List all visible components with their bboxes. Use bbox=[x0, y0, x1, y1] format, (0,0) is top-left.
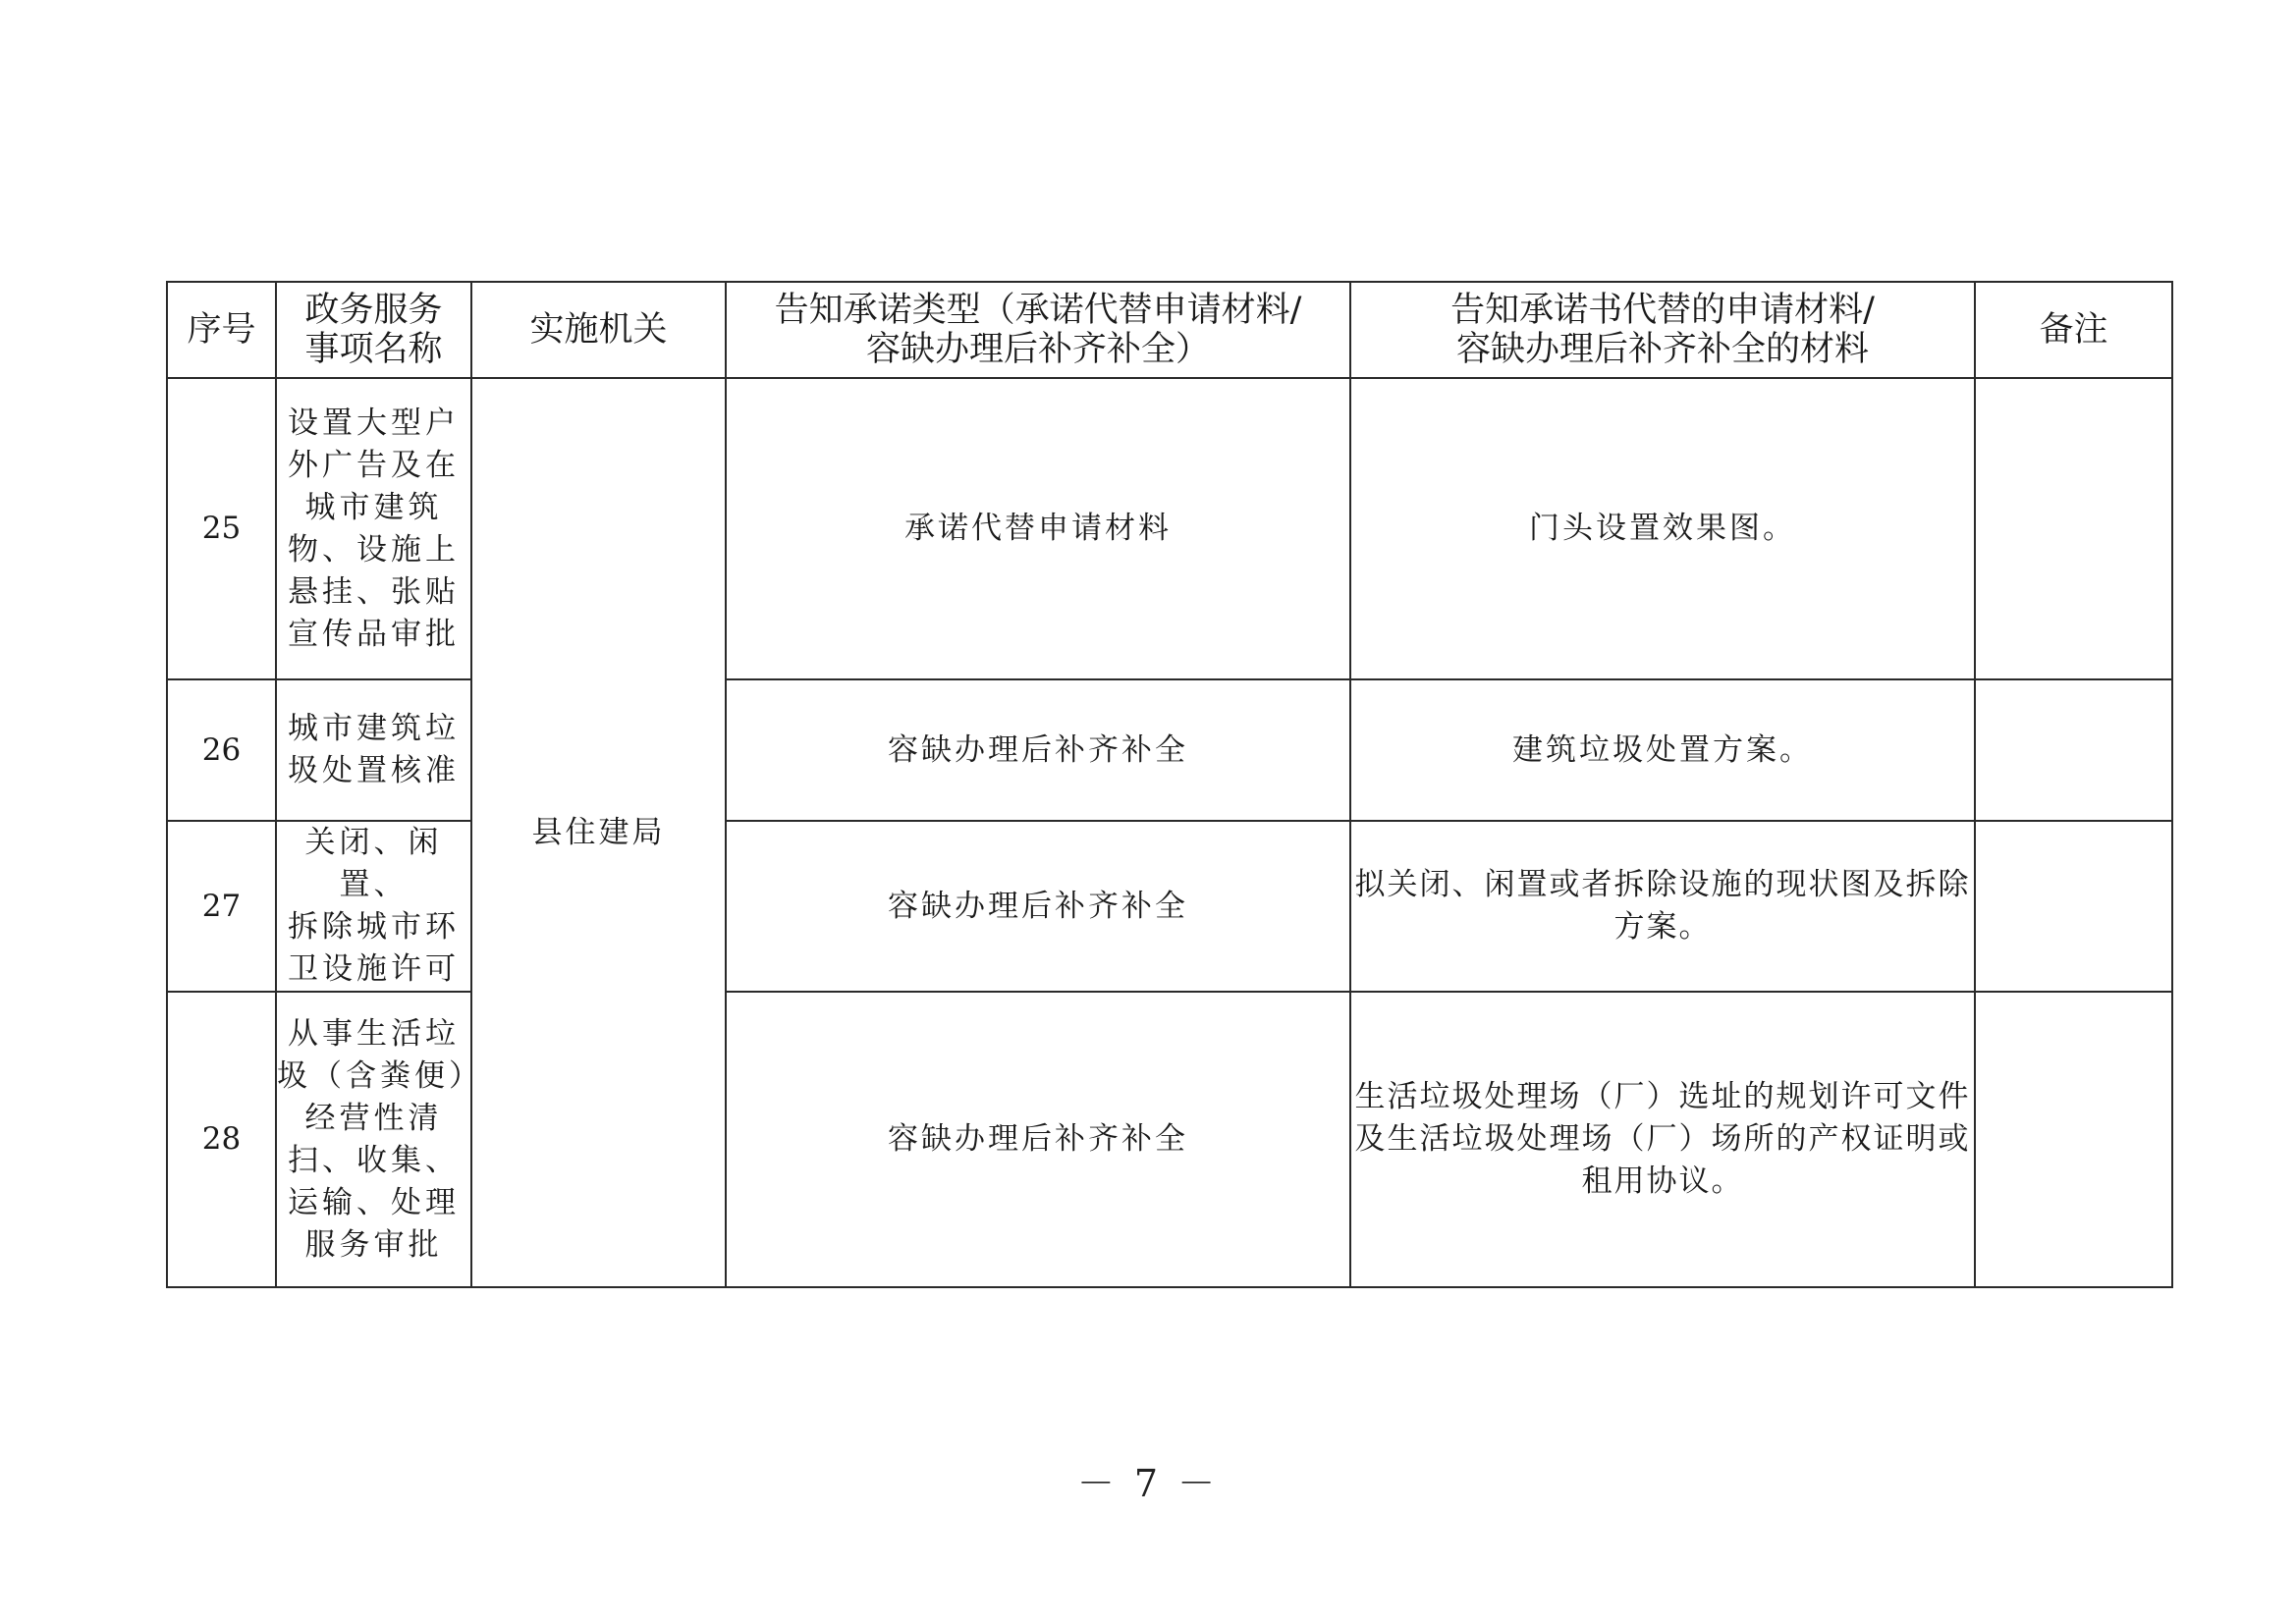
row-remarks bbox=[1975, 992, 2172, 1287]
item-name-line: 拆除城市环 bbox=[288, 909, 460, 945]
row-remarks bbox=[1975, 378, 2172, 679]
header-serial: 序号 bbox=[167, 282, 276, 378]
row-serial: 26 bbox=[167, 679, 276, 821]
header-commitment-type-line-2: 容缺办理后补齐补全） bbox=[865, 330, 1210, 369]
item-name-line: 外广告及在 bbox=[288, 447, 460, 483]
agency-cell: 县住建局 bbox=[471, 378, 726, 1287]
item-name-line: 关闭、闲置、 bbox=[304, 825, 443, 902]
header-agency: 实施机关 bbox=[471, 282, 726, 378]
header-item-name-line-1: 政务服务 bbox=[304, 291, 443, 330]
item-name-line: 经营性清 bbox=[304, 1100, 443, 1136]
item-name-line: 设置大型户 bbox=[288, 405, 460, 441]
header-materials-line-1: 告知承诺书代替的申请材料/ bbox=[1450, 291, 1875, 330]
item-name-line: 宣传品审批 bbox=[288, 616, 460, 652]
row-serial: 25 bbox=[167, 378, 276, 679]
row-materials: 生活垃圾处理场（厂）选址的规划许可文件及生活垃圾处理场（厂）场所的产权证明或租用协议。 bbox=[1350, 992, 1975, 1287]
header-remarks: 备注 bbox=[1975, 282, 2172, 378]
header-item-name-line-2: 事项名称 bbox=[304, 330, 443, 369]
header-commitment-type bbox=[726, 282, 1350, 378]
item-name-line: 卫设施许可 bbox=[288, 951, 460, 987]
item-name-line: 扫、收集、 bbox=[288, 1142, 460, 1178]
item-name-line: 物、设施上 bbox=[288, 531, 460, 568]
header-item-name bbox=[276, 282, 471, 378]
item-name-line: 悬挂、张贴 bbox=[288, 573, 460, 610]
row-commitment-type: 容缺办理后补齐补全 bbox=[726, 821, 1350, 992]
item-name-line: 运输、处理 bbox=[288, 1184, 460, 1220]
row-serial: 27 bbox=[167, 821, 276, 992]
row-commitment-type: 承诺代替申请材料 bbox=[726, 378, 1350, 679]
row-commitment-type: 容缺办理后补齐补全 bbox=[726, 679, 1350, 821]
commitment-matters-table bbox=[166, 281, 2173, 1288]
item-name-line: 服务审批 bbox=[304, 1226, 443, 1263]
table-row bbox=[167, 821, 2172, 992]
row-item-name bbox=[276, 821, 471, 992]
row-materials: 拟关闭、闲置或者拆除设施的现状图及拆除方案。 bbox=[1350, 821, 1975, 992]
item-name-line: 城市建筑垃 bbox=[288, 711, 460, 746]
row-remarks bbox=[1975, 821, 2172, 992]
row-item-name bbox=[276, 679, 471, 821]
item-name-line: 从事生活垃 bbox=[288, 1015, 460, 1052]
row-serial: 28 bbox=[167, 992, 276, 1287]
row-item-name bbox=[276, 992, 483, 1287]
table-row bbox=[167, 378, 2172, 679]
header-materials-line-2: 容缺办理后补齐补全的材料 bbox=[1455, 330, 1869, 369]
row-commitment-type: 容缺办理后补齐补全 bbox=[726, 992, 1350, 1287]
item-name-line: 圾（含粪便） bbox=[277, 1057, 483, 1094]
row-item-name bbox=[276, 378, 471, 679]
row-materials: 建筑垃圾处置方案。 bbox=[1350, 679, 1975, 821]
header-materials bbox=[1350, 282, 1975, 378]
table-row bbox=[167, 992, 2172, 1287]
row-remarks bbox=[1975, 679, 2172, 821]
table-header-row bbox=[167, 282, 2172, 378]
header-commitment-type-line-1: 告知承诺类型（承诺代替申请材料/ bbox=[774, 291, 1302, 330]
row-materials: 门头设置效果图。 bbox=[1350, 378, 1975, 679]
table-row bbox=[167, 679, 2172, 821]
item-name-line: 城市建筑 bbox=[304, 489, 443, 525]
item-name-line: 圾处置核准 bbox=[288, 753, 460, 788]
page-number: － 7 － bbox=[1076, 1462, 1220, 1505]
